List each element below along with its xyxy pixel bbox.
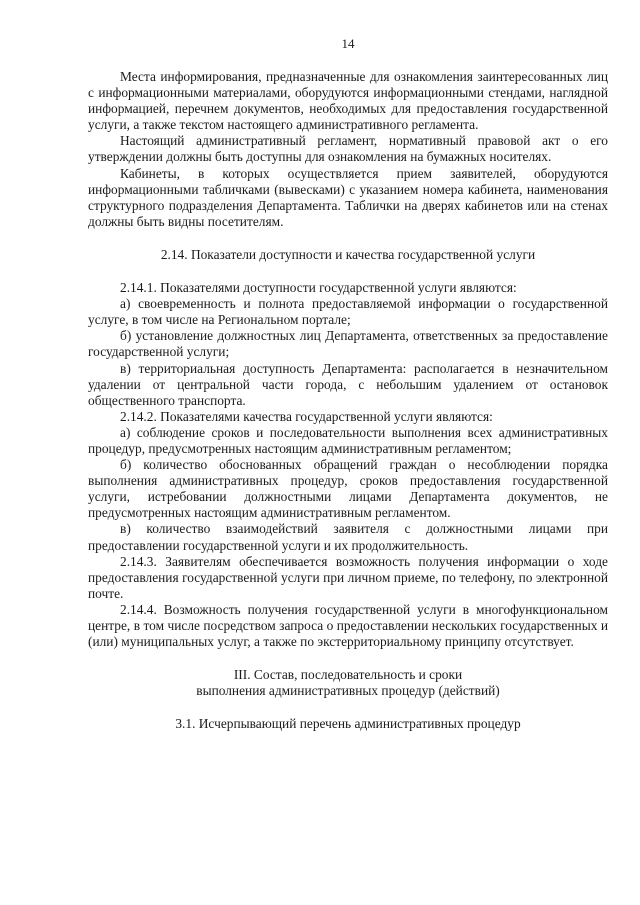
paragraph-cabinets: Кабинеты, в которых осуществляется прием заявителей, оборудуются информационными табличками (вывесками) с указанием номера кабинета, наименования структурного подразделения Департамента. Таблички на дверях кабинетов или на стенах должны быть видны посетителям.	[88, 165, 608, 229]
section-heading-2-14: 2.14. Показатели доступности и качества государственной услуги	[160, 246, 536, 262]
paragraph-2-14-2-b: б) количество обоснованных обращений граждан о несоблюдении порядка выполнения административных процедур, сроков предоставления государственной услуги, истребовании должностными лицами Департамента документов, не предусмотренных настоящим административным регламентом.	[88, 457, 608, 521]
paragraph-2-14-1-a: а) своевременность и полнота предоставляемой информации о государственной услуге, в том числе на Региональном портале;	[88, 296, 608, 328]
section-heading-3-line1: III. Состав, последовательность и сроки	[233, 667, 463, 683]
paragraph-2-14-1-b: б) установление должностных лиц Департамента, ответственных за предоставление государственной услуги;	[88, 328, 608, 360]
paragraph-2-14-1: 2.14.1. Показателями доступности государственной услуги являются:	[120, 280, 517, 296]
paragraph-2-14-3: 2.14.3. Заявителям обеспечивается возможность получения информации о ходе предоставления государственной услуги при личном приеме, по телефону, по электронной почте.	[88, 553, 608, 601]
paragraph-2-14-2-a: а) соблюдение сроков и последовательности выполнения всех административных процедур, предусмотренных настоящим административным регламентом;	[88, 424, 608, 456]
paragraph-2-14-2: 2.14.2. Показателями качества государственной услуги являются:	[120, 408, 493, 424]
paragraph-info-places: Места информирования, предназначенные для ознакомления заинтересованных лиц с информационными материалами, оборудуются информационными стендами, наглядной информацией, перечнем документов, необходимых для предоставления государственной услуги, а также текстом настоящего административного регламента.	[88, 69, 608, 133]
paragraph-2-14-1-v: в) территориальная доступность Департамента: располагается в незначительном удалении от центральной части города, с небольшим удалением от остановок общественного транспорта.	[88, 360, 608, 408]
paragraph-2-14-4: 2.14.4. Возможность получения государственной услуги в многофункциональном центре, в том числе посредством запроса о предоставлении нескольких государственных и (или) муниципальных услуг, а также по экстерриториальному принципу отсутствует.	[88, 601, 608, 650]
section-heading-3-1: 3.1. Исчерпывающий перечень административных процедур	[175, 716, 521, 732]
paragraph-regulation-availability: Настоящий административный регламент, нормативный правовой акт о его утверждении должны быть доступны для ознакомления на бумажных носителях.	[88, 133, 608, 165]
page-number: 14	[341, 36, 355, 51]
section-heading-3-line2: выполнения административных процедур (действий)	[196, 683, 500, 699]
paragraph-2-14-2-v: в) количество взаимодействий заявителя с должностными лицами при предоставлении государственной услуги и их продолжительность.	[88, 521, 608, 553]
